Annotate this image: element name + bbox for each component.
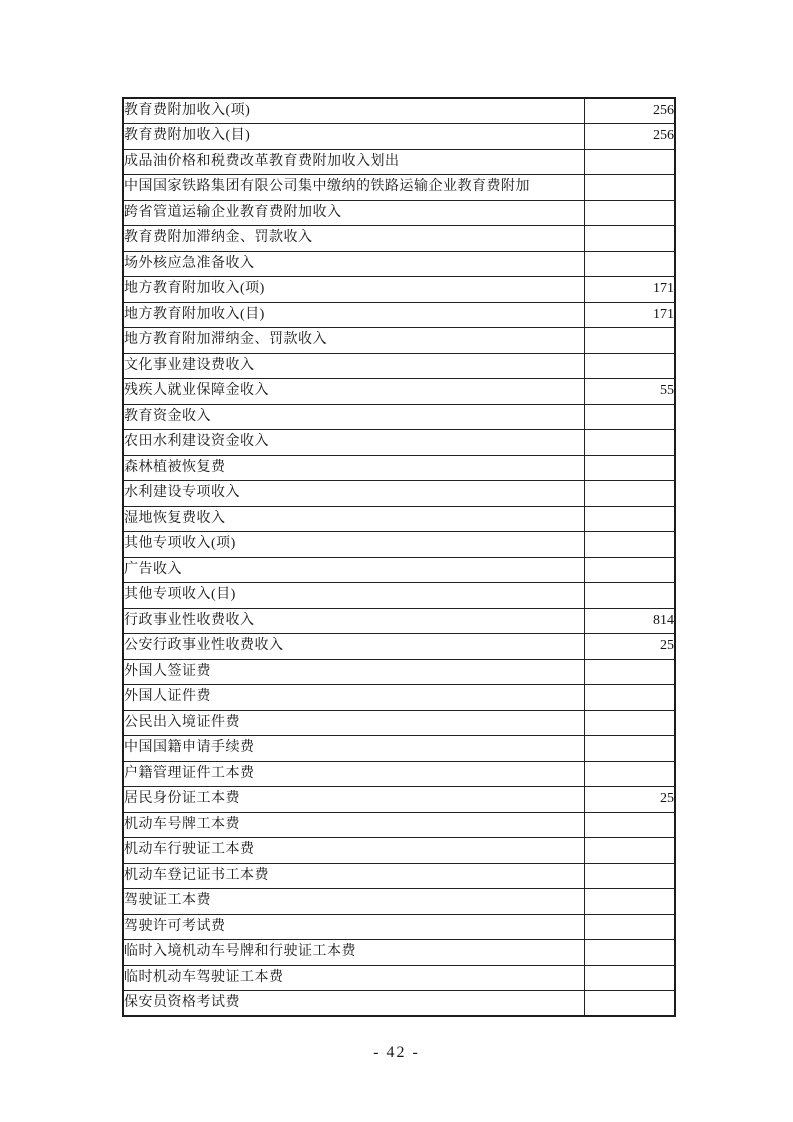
value-cell: 256 xyxy=(584,124,675,150)
value-cell xyxy=(584,175,675,201)
table-row xyxy=(123,353,675,379)
item-cell: 行政事业性收费收入 xyxy=(123,608,584,634)
value-cell xyxy=(584,940,675,966)
value-cell xyxy=(584,455,675,481)
table-row xyxy=(123,685,675,711)
table-row xyxy=(123,761,675,787)
value-cell xyxy=(584,481,675,507)
value-cell xyxy=(584,812,675,838)
item-cell: 成品油价格和税费改革教育费附加收入划出 xyxy=(123,149,584,175)
table-row xyxy=(123,379,675,405)
value-cell xyxy=(584,710,675,736)
value-cell: 171 xyxy=(584,277,675,303)
value-cell xyxy=(584,889,675,915)
value-cell xyxy=(584,583,675,609)
item-cell: 场外核应急准备收入 xyxy=(123,251,584,277)
table-row xyxy=(123,532,675,558)
table-row xyxy=(123,710,675,736)
item-cell: 外国人签证费 xyxy=(123,659,584,685)
value-cell: 171 xyxy=(584,302,675,328)
table-row xyxy=(123,175,675,201)
value-cell xyxy=(584,914,675,940)
table-row xyxy=(123,557,675,583)
value-cell xyxy=(584,532,675,558)
item-cell: 外国人证件费 xyxy=(123,685,584,711)
value-cell: 25 xyxy=(584,787,675,813)
budget-table-body xyxy=(123,98,675,1016)
item-cell: 地方教育附加滞纳金、罚款收入 xyxy=(123,328,584,354)
table-row xyxy=(123,863,675,889)
item-cell: 跨省管道运输企业教育费附加收入 xyxy=(123,200,584,226)
item-cell: 公安行政事业性收费收入 xyxy=(123,634,584,660)
item-cell: 教育费附加收入(目) xyxy=(123,124,584,150)
table-row xyxy=(123,455,675,481)
table-row xyxy=(123,328,675,354)
table-row xyxy=(123,302,675,328)
value-cell xyxy=(584,251,675,277)
table-row xyxy=(123,736,675,762)
value-cell xyxy=(584,965,675,991)
value-cell xyxy=(584,200,675,226)
item-cell: 残疾人就业保障金收入 xyxy=(123,379,584,405)
table-row xyxy=(123,251,675,277)
item-cell: 保安员资格考试费 xyxy=(123,991,584,1017)
value-cell xyxy=(584,404,675,430)
item-cell: 驾驶许可考试费 xyxy=(123,914,584,940)
table-row xyxy=(123,277,675,303)
value-cell xyxy=(584,991,675,1017)
value-cell: 55 xyxy=(584,379,675,405)
value-cell xyxy=(584,736,675,762)
item-cell: 农田水利建设资金收入 xyxy=(123,430,584,456)
table-row xyxy=(123,608,675,634)
table-row xyxy=(123,838,675,864)
table-row xyxy=(123,965,675,991)
table-row xyxy=(123,149,675,175)
table-row xyxy=(123,481,675,507)
table-row xyxy=(123,812,675,838)
table-row xyxy=(123,889,675,915)
item-cell: 教育资金收入 xyxy=(123,404,584,430)
budget-table xyxy=(122,97,676,1017)
table-row xyxy=(123,940,675,966)
item-cell: 机动车号牌工本费 xyxy=(123,812,584,838)
value-cell xyxy=(584,328,675,354)
item-cell: 机动车行驶证工本费 xyxy=(123,838,584,864)
table-row xyxy=(123,991,675,1017)
table-row xyxy=(123,226,675,252)
item-cell: 户籍管理证件工本费 xyxy=(123,761,584,787)
value-cell xyxy=(584,353,675,379)
page-number: - 42 - xyxy=(373,1044,420,1061)
table-row xyxy=(123,124,675,150)
table-row xyxy=(123,634,675,660)
value-cell xyxy=(584,506,675,532)
value-cell xyxy=(584,863,675,889)
item-cell: 公民出入境证件费 xyxy=(123,710,584,736)
item-cell: 地方教育附加收入(目) xyxy=(123,302,584,328)
table-row xyxy=(123,430,675,456)
table-row xyxy=(123,404,675,430)
value-cell: 25 xyxy=(584,634,675,660)
table-row xyxy=(123,506,675,532)
value-cell xyxy=(584,761,675,787)
value-cell xyxy=(584,659,675,685)
item-cell: 其他专项收入(目) xyxy=(123,583,584,609)
value-cell xyxy=(584,685,675,711)
table-row xyxy=(123,659,675,685)
item-cell: 文化事业建设费收入 xyxy=(123,353,584,379)
item-cell: 教育费附加收入(项) xyxy=(123,98,584,124)
item-cell: 地方教育附加收入(项) xyxy=(123,277,584,303)
item-cell: 湿地恢复费收入 xyxy=(123,506,584,532)
item-cell: 水利建设专项收入 xyxy=(123,481,584,507)
item-cell: 中国国籍申请手续费 xyxy=(123,736,584,762)
table-row xyxy=(123,200,675,226)
item-cell: 森林植被恢复费 xyxy=(123,455,584,481)
item-cell: 其他专项收入(项) xyxy=(123,532,584,558)
table-row xyxy=(123,787,675,813)
item-cell: 机动车登记证书工本费 xyxy=(123,863,584,889)
item-cell: 驾驶证工本费 xyxy=(123,889,584,915)
table-row xyxy=(123,98,675,124)
value-cell xyxy=(584,226,675,252)
item-cell: 临时机动车驾驶证工本费 xyxy=(123,965,584,991)
value-cell xyxy=(584,557,675,583)
table-row xyxy=(123,914,675,940)
value-cell: 256 xyxy=(584,98,675,124)
item-cell: 居民身份证工本费 xyxy=(123,787,584,813)
item-cell: 教育费附加滞纳金、罚款收入 xyxy=(123,226,584,252)
value-cell xyxy=(584,838,675,864)
table-row xyxy=(123,583,675,609)
value-cell: 814 xyxy=(584,608,675,634)
item-cell: 广告收入 xyxy=(123,557,584,583)
item-cell: 中国国家铁路集团有限公司集中缴纳的铁路运输企业教育费附加 xyxy=(123,175,584,201)
value-cell xyxy=(584,149,675,175)
value-cell xyxy=(584,430,675,456)
item-cell: 临时入境机动车号牌和行驶证工本费 xyxy=(123,940,584,966)
